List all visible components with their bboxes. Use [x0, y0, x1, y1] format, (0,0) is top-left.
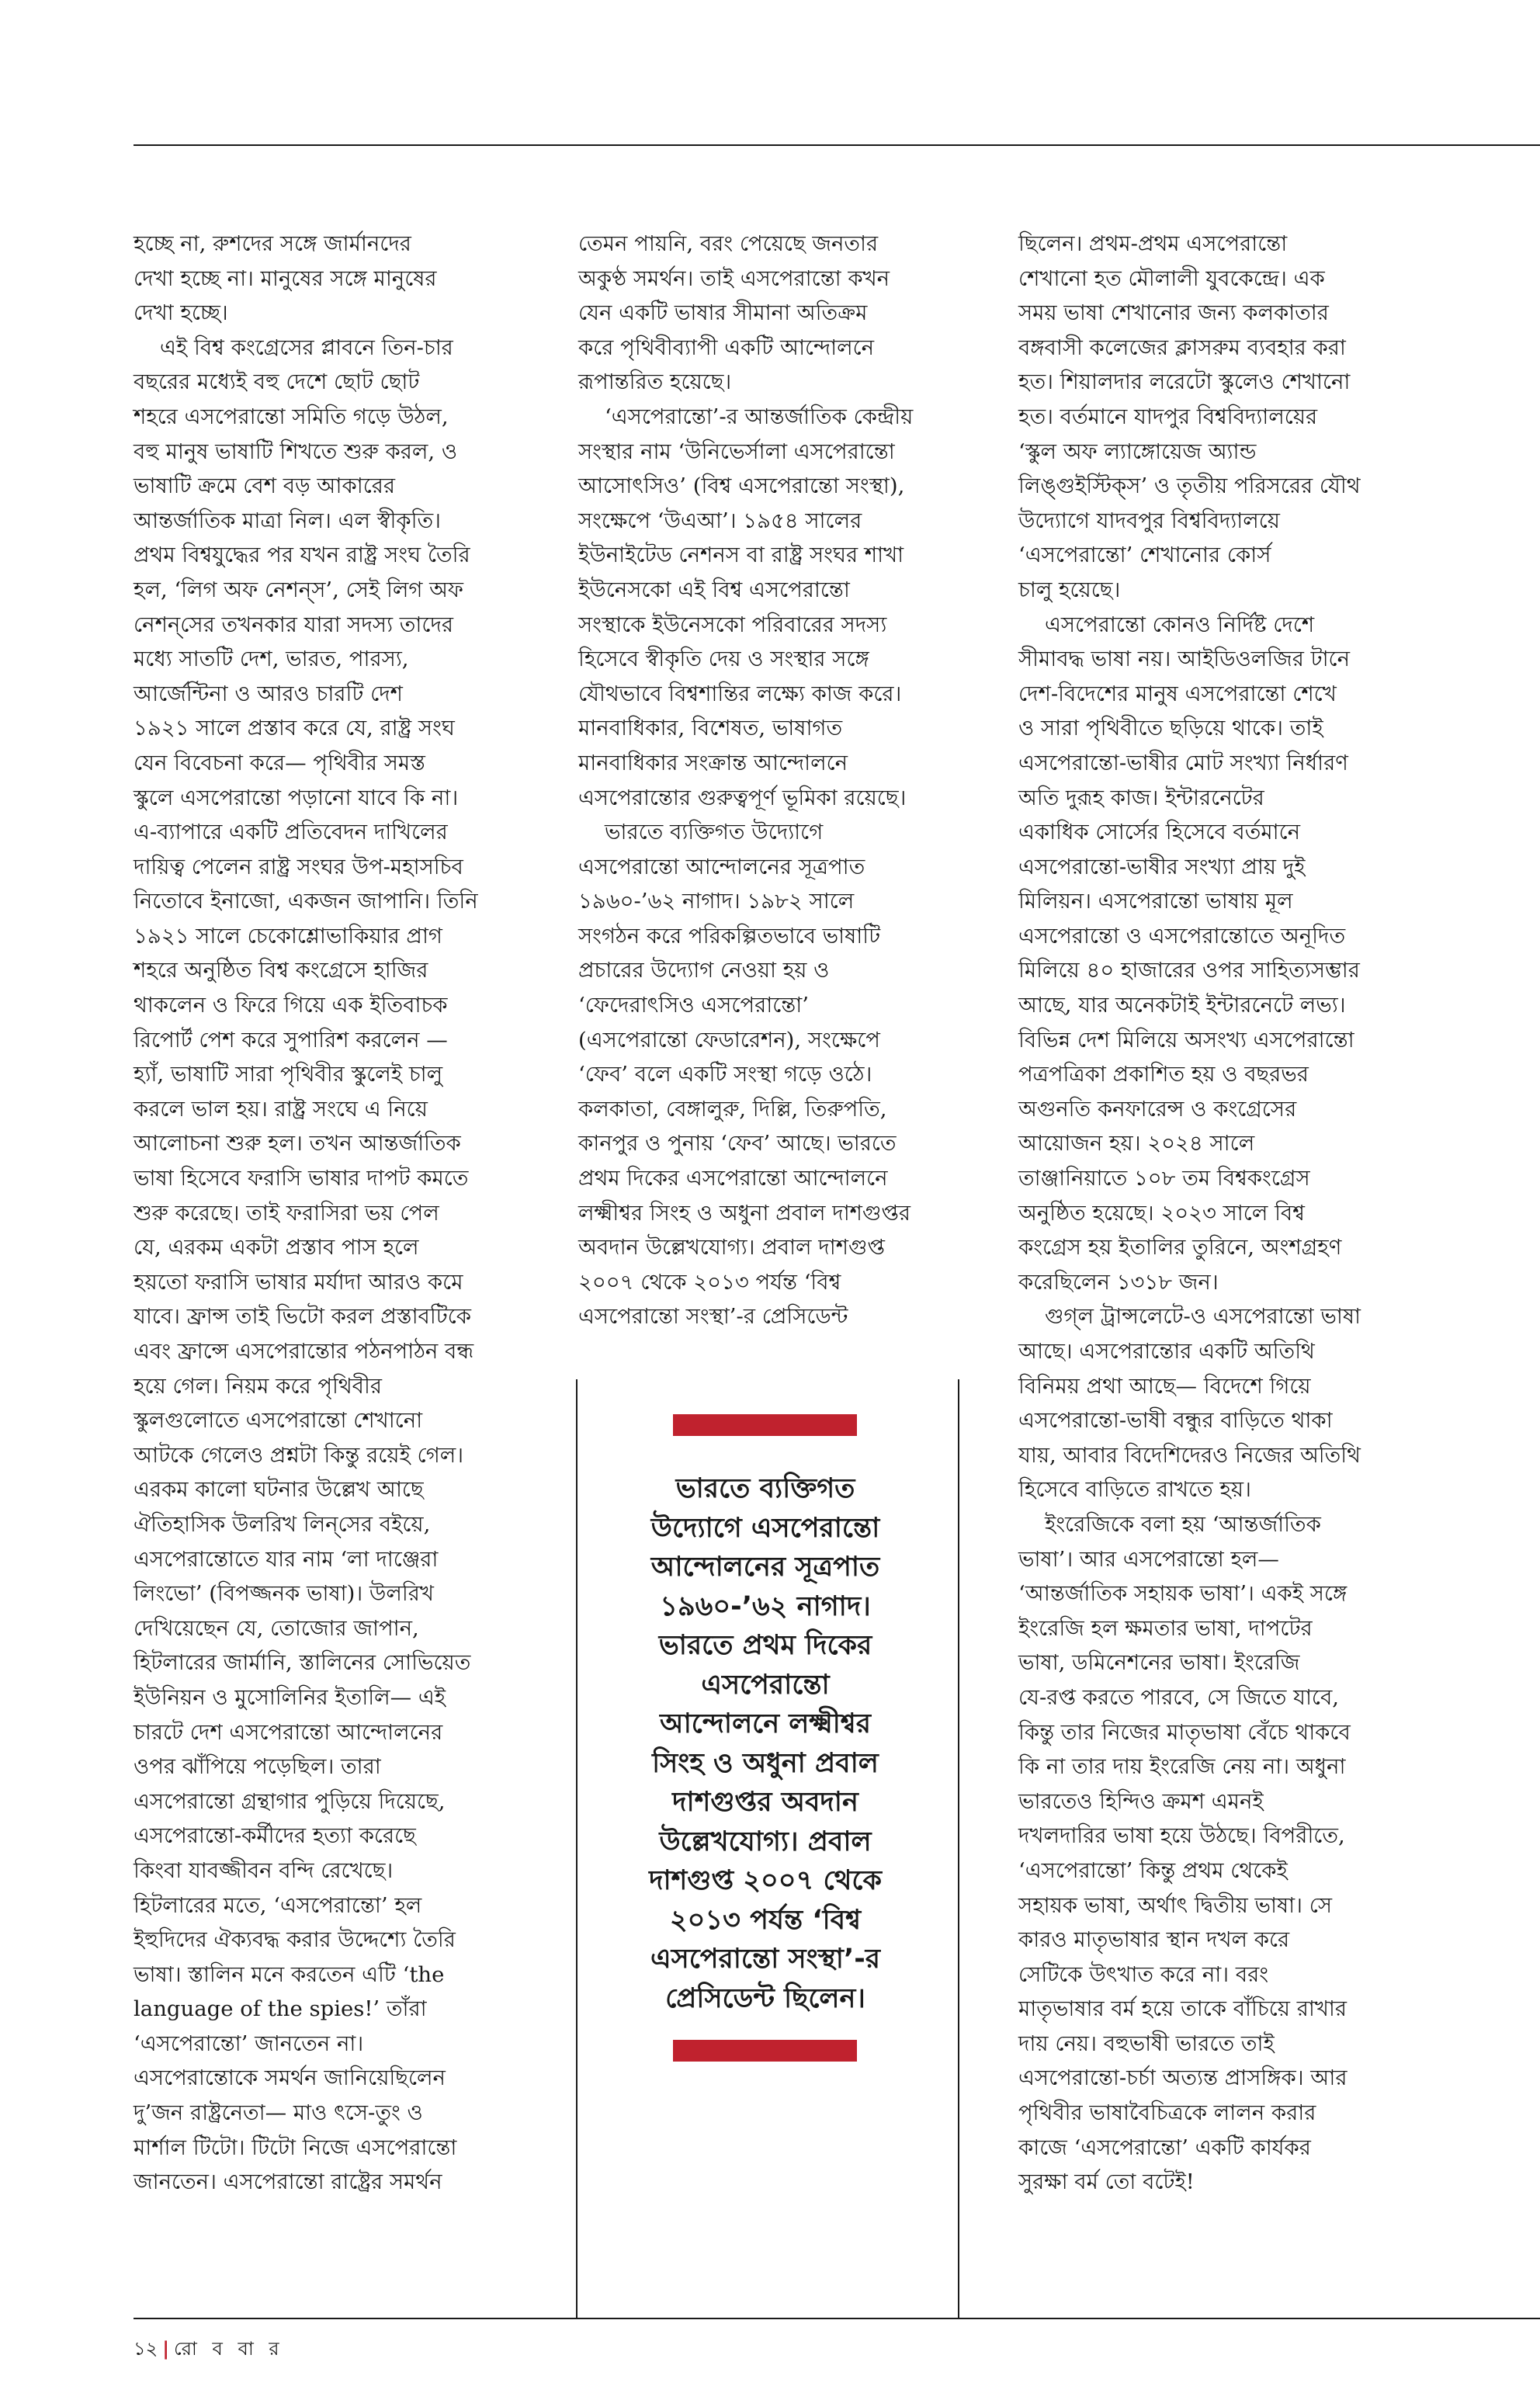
text-line: শহরে অনুষ্ঠিত বিশ্ব কংগ্রেসে হাজির	[134, 958, 428, 983]
text-line: বহু মানুষ ভাষাটি শিখতে শুরু করল, ও	[134, 439, 458, 464]
text-line: (এসপেরান্তো ফেডারেশন), সংক্ষেপে	[578, 1027, 880, 1053]
text-line: ছিলেন। প্রথম-প্রথম এসপেরান্তো	[1018, 231, 1288, 256]
text-line: মধ্যে সাতটি দেশ, ভারত, পারস্য,	[134, 647, 409, 672]
text-line: পত্রপত্রিকা প্রকাশিত হয় ও বছরভর	[1018, 1062, 1309, 1087]
text-line: বঙ্গবাসী কলেজের ক্লাসরুম ব্যবহার করা	[1018, 335, 1346, 360]
text-line: আসোৎসিও’ (বিশ্ব এসপেরান্তো সংস্থা),	[578, 473, 905, 499]
text-line: এসপেরান্তো আন্দোলনের সূত্রপাত	[578, 854, 865, 879]
text-line: হয়ে গেল। নিয়ম করে পৃথিবীর	[134, 1373, 382, 1399]
text-line: ভাষা। স্তালিন মনে করতেন এটি ‘the	[134, 1961, 445, 1987]
text-line: মানবাধিকার সংক্রান্ত আন্দোলনে	[578, 750, 848, 775]
text-line: সংস্থার নাম ‘উনিভের্সালা এসপেরান্তো	[578, 439, 895, 464]
text-line: হিসেবে বাড়িতে রাখতে হয়।	[1018, 1477, 1251, 1503]
text-line: ‘এসপেরান্তো’ জানতেন না।	[134, 2031, 364, 2056]
text-line: লিঙ্গুইস্টিক্‌স’ ও তৃতীয় পরিসরের যৌথ	[1018, 473, 1361, 499]
text-line: ‘এসপেরান্তো’-র আন্তর্জাতিক কেন্দ্রীয়	[605, 404, 914, 429]
text-line: এ-ব্যাপারে একটি প্রতিবেদন দাখিলের	[134, 820, 448, 845]
top-rule	[134, 144, 1540, 146]
text-line: ‘এসপেরান্তো’ শেখানোর কোর্স	[1018, 543, 1271, 568]
text-line: কানপুর ও পুনায় ‘ফেব’ আছে। ভারতে	[578, 1131, 897, 1157]
text-line: অকুণ্ঠ সমর্থন। তাই এসপেরান্তো কখন	[578, 265, 890, 291]
text-line: প্রথম বিশ্বযুদ্ধের পর যখন রাষ্ট্র সংঘ তৈরি	[134, 543, 470, 568]
text-line: এসপেরান্তো সংস্থা’-র প্রেসিডেন্ট	[578, 1304, 848, 1330]
article-column-1	[134, 227, 517, 2200]
text-line: ভাষাটি ক্রমে বেশ বড় আকারের	[134, 473, 396, 499]
text-line: নিতোবে ইনাজো, একজন জাপানি। তিনি	[134, 889, 478, 914]
text-line: প্রচারের উদ্যোগ নেওয়া হয় ও	[578, 958, 830, 983]
text-line: হিসেবে স্বীকৃতি দেয় ও সংস্থার সঙ্গে	[578, 647, 869, 672]
text-line: যৌথভাবে বিশ্বশান্তির লক্ষ্যে কাজ করে।	[578, 681, 902, 706]
article-column-2	[578, 227, 951, 1334]
text-line: এসপেরান্তো গ্রন্থাগার পুড়িয়ে দিয়েছে,	[134, 1788, 446, 1814]
text-line: আছে। এসপেরান্তোর একটি অতিথি	[1018, 1339, 1315, 1364]
text-line: চালু হয়েছে।	[1018, 577, 1121, 602]
text-line: মিলিয়ন। এসপেরান্তো ভাষায় মূল	[1018, 889, 1293, 914]
text-line: সুরক্ষা বর্ম তো বটেই!	[1018, 2169, 1195, 2195]
text-line: তেমন পায়নি, বরং পেয়েছে জনতার	[578, 231, 879, 256]
text-line: ওপর ঝাঁপিয়ে পড়েছিল। তারা	[134, 1754, 381, 1780]
text-line: ভারতে ব্যক্তিগত উদ্যোগে	[605, 820, 824, 845]
text-line: ইহুদিদের ঐক্যবদ্ধ করার উদ্দেশ্যে তৈরি	[134, 1927, 456, 1953]
text-line: ভাষা, ডমিনেশনের ভাষা। ইংরেজি	[1018, 1650, 1300, 1676]
text-line: দু’জন রাষ্ট্রনেতা— মাও ৎসে-তুং ও	[134, 2100, 423, 2126]
text-line: যে-রপ্ত করতে পারবে, সে জিতে যাবে,	[1018, 1684, 1340, 1710]
text-line: যেন বিবেচনা করে— পৃথিবীর সমস্ত	[134, 750, 425, 775]
text-line: ও সারা পৃথিবীতে ছড়িয়ে থাকে। তাই	[1018, 716, 1323, 741]
pullquote-line: দাশগুপ্তর অবদান	[672, 1787, 858, 1818]
text-line: সেটিকে উৎখাত করে না। বরং	[1018, 1961, 1269, 1987]
text-line: ইউনাইটেড নেশনস বা রাষ্ট্র সংঘর শাখা	[578, 543, 904, 568]
text-line: ভাষা’। আর এসপেরান্তো হল—	[1018, 1546, 1279, 1572]
text-line: বিনিময় প্রথা আছে— বিদেশে গিয়ে	[1018, 1373, 1311, 1399]
column-divider-right	[958, 1379, 959, 2318]
text-line: কি না তার দায় ইংরেজি নেয় না। অধুনা	[1018, 1754, 1346, 1780]
text-line: এরকম কালো ঘটনার উল্লেখ আছে	[134, 1477, 424, 1503]
text-line: এসপেরান্তো-ভাষীর মোট সংখ্যা নির্ধারণ	[1018, 750, 1348, 775]
text-line: সংগঠন করে পরিকল্পিতভাবে ভাষাটি	[578, 923, 881, 949]
text-line: ভাষা হিসেবে ফরাসি ভাষার দাপট কমতে	[134, 1166, 469, 1191]
text-line: কংগ্রেস হয় ইতালির তুরিনে, অংশগ্রহণ	[1018, 1235, 1342, 1261]
text-line: আলোচনা শুরু হল। তখন আন্তর্জাতিক	[134, 1131, 461, 1157]
text-line: ‘আন্তর্জাতিক সহায়ক ভাষা’। একই সঙ্গে	[1018, 1581, 1348, 1607]
text-line: হল, ‘লিগ অফ নেশন্‌স’, সেই লিগ অফ	[134, 577, 463, 602]
pullquote-line: ২০১৩ পর্যন্ত ‘বিশ্ব	[669, 1904, 862, 1936]
text-line: ১৯৬০-’৬২ নাগাদ। ১৯৮২ সালে	[578, 889, 855, 914]
text-line: অগুনতি কনফারেন্স ও কংগ্রেসের	[1018, 1096, 1297, 1122]
text-line: আয়োজন হয়। ২০২৪ সালে	[1018, 1131, 1255, 1157]
text-line: আর্জেন্টিনা ও আরও চারটি দেশ	[134, 681, 403, 706]
text-line: মানবাধিকার, বিশেষত, ভাষাগত	[578, 716, 843, 741]
text-line: হচ্ছে না, রুশদের সঙ্গে জার্মানদের	[134, 231, 411, 256]
text-line: শেখানো হত মৌলালী যুবকেন্দ্রে। এক	[1018, 265, 1325, 291]
page-footer	[134, 2335, 284, 2366]
pullquote-line: প্রেসিডেন্ট ছিলেন।	[665, 1982, 865, 2014]
text-line: স্কুলগুলোতে এসপেরান্তো শেখানো	[134, 1408, 423, 1434]
text-line: আটকে গেলেও প্রশ্নটা কিন্তু রয়েই গেল।	[134, 1442, 464, 1468]
text-line: দখলদারির ভাষা হয়ে উঠছে। বিপরীতে,	[1018, 1823, 1345, 1849]
text-line: যে, এরকম একটা প্রস্তাব পাস হলে	[134, 1235, 419, 1261]
text-line: এবং ফ্রান্সে এসপেরান্তোর পঠনপাঠন বন্ধ	[134, 1339, 474, 1364]
text-line: এসপেরান্তোতে যার নাম ‘লা দাঞ্জেরা	[134, 1546, 439, 1572]
pullquote-line: এসপেরান্তো	[701, 1669, 830, 1701]
text-line: ইউনেসকো এই বিশ্ব এসপেরান্তো	[578, 577, 850, 602]
text-line: এসপেরান্তো-কর্মীদের হত্যা করেছে	[134, 1823, 416, 1849]
text-line: ঐতিহাসিক উলরিখ লিন্‌সের বইয়ে,	[134, 1511, 431, 1537]
text-line: কিন্তু তার নিজের মাতৃভাষা বেঁচে থাকবে	[1018, 1719, 1351, 1745]
text-line: language of the spies!’ তাঁরা	[134, 1996, 427, 2022]
text-line: ১৯২১ সালে চেকোশ্লোভাকিয়ার প্রাগ	[134, 923, 442, 949]
text-line: ১৯২১ সালে প্রস্তাব করে যে, রাষ্ট্র সংঘ	[134, 716, 455, 741]
text-line: হত। শিয়ালদার লরেটো স্কুলেও শেখানো	[1018, 369, 1351, 395]
text-line: এসপেরান্তো কোনও নির্দিষ্ট দেশে	[1045, 612, 1315, 637]
text-line: আছে, যার অনেকটাই ইন্টারনেটে লভ্য।	[1018, 993, 1346, 1018]
text-line: মাতৃভাষার বর্ম হয়ে তাকে বাঁচিয়ে রাখার	[1018, 1996, 1347, 2022]
text-line: সংক্ষেপে ‘উএআ’। ১৯৫৪ সালের	[578, 508, 862, 533]
pullquote-line: সিংহ ও অধুনা প্রবাল	[652, 1747, 879, 1779]
text-line: এসপেরান্তোর গুরুত্বপূর্ণ ভূমিকা রয়েছে।	[578, 785, 907, 810]
text-line: ‘স্কুল অফ ল্যাঙ্গোয়েজ অ্যান্ড	[1018, 439, 1257, 464]
text-line: ভারতেও হিন্দিও ক্রমশ এমনই	[1018, 1788, 1264, 1814]
text-line: হিটলারের জার্মানি, স্তালিনের সোভিয়েত	[134, 1650, 471, 1676]
text-line: কারও মাতৃভাষার স্থান দখল করে	[1018, 1927, 1290, 1953]
text-line: করলে ভাল হয়। রাষ্ট্র সংঘে এ নিয়ে	[134, 1096, 428, 1122]
text-line: ইউনিয়ন ও মুসোলিনির ইতালি— এই	[134, 1684, 446, 1710]
pullquote-line: উল্লেখযোগ্য। প্রবাল	[659, 1826, 872, 1857]
text-line: সীমাবদ্ধ ভাষা নয়। আইডিওলজির টানে	[1018, 647, 1351, 672]
text-line: এসপেরান্তো ও এসপেরান্তোতে অনূদিত	[1018, 923, 1346, 949]
text-line: এসপেরান্তো-চর্চা অত্যন্ত প্রাসঙ্গিক। আর	[1018, 2065, 1348, 2091]
text-line: শহরে এসপেরান্তো সমিতি গড়ে উঠল,	[134, 404, 449, 429]
text-line: সহায়ক ভাষা, অর্থাৎ দ্বিতীয় ভাষা। সে	[1018, 1892, 1333, 1918]
pullquote-line: ভারতে প্রথম দিকের	[658, 1630, 872, 1661]
text-line: হয়তো ফরাসি ভাষার মর্যাদা আরও কমে	[134, 1269, 463, 1295]
text-line: স্কুলে এসপেরান্তো পড়ানো যাবে কি না।	[134, 785, 459, 810]
text-line: কিংবা যাবজ্জীবন বন্দি রেখেছে।	[134, 1857, 394, 1883]
text-line: কাজে ‘এসপেরান্তো’ একটি কার্যকর	[1018, 2135, 1311, 2160]
text-line: প্রথম দিকের এসপেরান্তো আন্দোলনে	[578, 1166, 888, 1191]
article-column-3	[1018, 227, 1403, 2200]
text-line: অবদান উল্লেখযোগ্য। প্রবাল দাশগুপ্ত	[578, 1235, 885, 1261]
text-line: ইংরেজি হল ক্ষমতার ভাষা, দাপটের	[1018, 1615, 1313, 1641]
text-line: এসপেরান্তো-ভাষী বন্ধুর বাড়িতে থাকা	[1018, 1408, 1333, 1434]
text-line: একাধিক সোর্সের হিসেবে বর্তমানে	[1018, 820, 1301, 845]
text-line: দেশ-বিদেশের মানুষ এসপেরান্তো শেখে	[1018, 681, 1337, 706]
bottom-rule	[134, 2318, 1540, 2319]
text-line: গুগ্‌ল ট্রান্সলেটে-ও এসপেরান্তো ভাষা	[1045, 1304, 1361, 1330]
text-line: দেখা হচ্ছে না। মানুষের সঙ্গে মানুষের	[134, 265, 437, 291]
text-line: দেখিয়েছেন যে, তোজোর জাপান,	[134, 1615, 419, 1641]
text-line: করেছিলেন ১৩১৮ জন।	[1018, 1269, 1219, 1295]
pullquote-line: আন্দোলনে লক্ষ্মীশ্বর	[659, 1708, 872, 1739]
text-line: ‘ফেদেরাৎসিও এসপেরান্তো’	[578, 993, 809, 1018]
pullquote-line: উদ্যোগে এসপেরান্তো	[650, 1512, 880, 1544]
text-line: বিভিন্ন দেশ মিলিয়ে অসংখ্য এসপেরান্তো	[1018, 1027, 1354, 1053]
text-line: যেন একটি ভাষার সীমানা অতিক্রম	[578, 300, 868, 326]
pullquote-top-bar	[673, 1414, 857, 1436]
pullquote-line: দাশগুপ্ত ২০০৭ থেকে	[649, 1865, 882, 1896]
text-line: দেখা হচ্ছে।	[134, 300, 228, 326]
pullquote-line: এসপেরান্তো সংস্থা’-র	[650, 1944, 881, 1975]
text-line: জানতেন। এসপেরান্তো রাষ্ট্রের সমর্থন	[134, 2169, 442, 2195]
magazine-name: রো ব বা র	[173, 2338, 284, 2360]
text-line: সময় ভাষা শেখানোর জন্য কলকাতার	[1018, 300, 1329, 326]
pullquote-bottom-bar	[673, 2040, 857, 2062]
text-line: এই বিশ্ব কংগ্রেসের প্লাবনে তিন-চার	[160, 335, 453, 360]
text-line: রিপোর্ট পেশ করে সুপারিশ করলেন —	[134, 1027, 448, 1053]
text-line: লক্ষ্মীশ্বর সিংহ ও অধুনা প্রবাল দাশগুপ্তর	[578, 1200, 911, 1226]
text-line: করে পৃথিবীব্যাপী একটি আন্দোলনে	[578, 335, 875, 360]
text-line: থাকলেন ও ফিরে গিয়ে এক ইতিবাচক	[134, 993, 448, 1018]
text-line: হত। বর্তমানে যাদপুর বিশ্ববিদ্যালয়ের	[1018, 404, 1318, 429]
text-line: যাবে। ফ্রান্স তাই ভিটো করল প্রস্তাবটিকে	[134, 1304, 472, 1330]
text-line: মার্শাল টিটো। টিটো নিজে এসপেরান্তো	[134, 2135, 457, 2160]
text-line: দায় নেয়। বহুভাষী ভারতে তাই	[1018, 2031, 1275, 2056]
text-line: নেশন্‌সের তখনকার যারা সদস্য তাদের	[134, 612, 454, 637]
text-line: যায়, আবার বিদেশিদেরও নিজের অতিথি	[1018, 1442, 1361, 1468]
text-line: শুরু করেছে। তাই ফরাসিরা ভয় পেল	[134, 1200, 439, 1226]
text-line: চারটে দেশ এসপেরান্তো আন্দোলনের	[134, 1719, 443, 1745]
text-line: উদ্যোগে যাদবপুর বিশ্ববিদ্যালয়ে	[1018, 508, 1280, 533]
text-line: আন্তর্জাতিক মাত্রা নিল। এল স্বীকৃতি।	[134, 508, 441, 533]
text-line: পৃথিবীর ভাষাবৈচিত্রকে লালন করার	[1018, 2100, 1316, 2126]
pullquote-line: ১৯৬০-’৬২ নাগাদ।	[660, 1590, 871, 1622]
text-line: ‘ফেব’ বলে একটি সংস্থা গড়ে ওঠে।	[578, 1062, 872, 1087]
text-line: সংস্থাকে ইউনেসকো পরিবারের সদস্য	[578, 612, 887, 637]
text-line: অনুষ্ঠিত হয়েছে। ২০২৩ সালে বিশ্ব	[1018, 1200, 1305, 1226]
page-number: ১২	[134, 2338, 158, 2360]
text-line: মিলিয়ে ৪০ হাজারের ওপর সাহিত্যসম্ভার	[1018, 958, 1360, 983]
text-line: হিটলারের মতে, ‘এসপেরান্তো’ হল	[134, 1892, 422, 1918]
text-line: রূপান্তরিত হয়েছে।	[578, 369, 732, 395]
text-line: দায়িত্ব পেলেন রাষ্ট্র সংঘর উপ-মহাসচিব	[134, 854, 463, 879]
footer-separator: |	[162, 2338, 169, 2360]
text-line: ইংরেজিকে বলা হয় ‘আন্তর্জাতিক	[1045, 1511, 1321, 1537]
text-line: এসপেরান্তো-ভাষীর সংখ্যা প্রায় দুই	[1018, 854, 1306, 879]
pullquote-line: ভারতে ব্যক্তিগত	[675, 1473, 855, 1504]
text-line: অতি দুরূহ কাজ। ইন্টারনেটের	[1018, 785, 1264, 810]
text-line: ‘এসপেরান্তো’ কিন্তু প্রথম থেকেই	[1018, 1857, 1288, 1883]
text-line: হ্যাঁ, ভাষাটি সারা পৃথিবীর স্কুলেই চালু	[134, 1062, 443, 1087]
column-divider-left	[576, 1379, 578, 2318]
pullquote-line: আন্দোলনের সূত্রপাত	[650, 1552, 880, 1583]
text-line: বছরের মধ্যেই বহু দেশে ছোট ছোট	[134, 369, 420, 395]
text-line: তাঞ্জানিয়াতে ১০৮ তম বিশ্বকংগ্রেস	[1018, 1166, 1310, 1191]
text-line: এসপেরান্তোকে সমর্থন জানিয়েছিলেন	[134, 2065, 446, 2091]
text-line: কলকাতা, বেঙ্গালুরু, দিল্লি, তিরুপতি,	[578, 1096, 887, 1122]
text-line: ২০০৭ থেকে ২০১৩ পর্যন্ত ‘বিশ্ব	[578, 1269, 841, 1295]
text-line: লিংভো’ (বিপজ্জনক ভাষা)। উলরিখ	[134, 1581, 434, 1607]
pullquote	[590, 1469, 941, 2018]
